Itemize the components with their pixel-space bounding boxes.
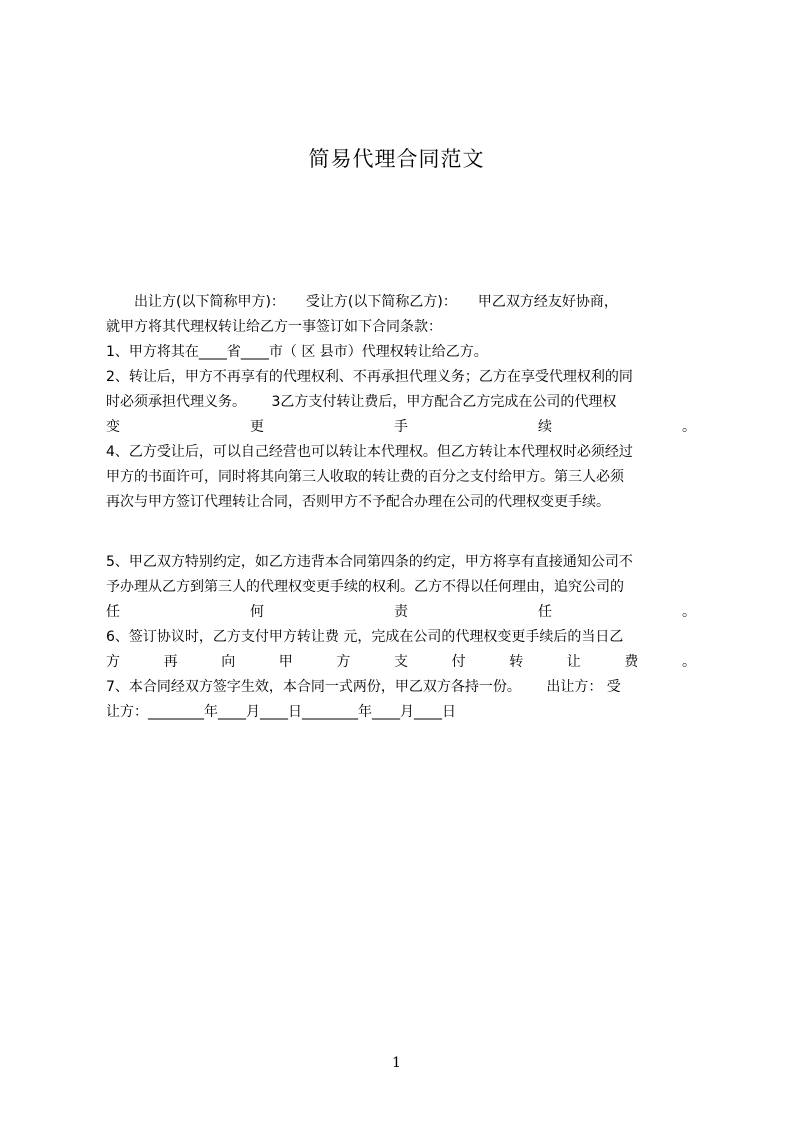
page-number: 1 xyxy=(392,1055,401,1071)
clause-7-line-1: 7、本合同经双方签字生效，本合同一式两份，甲乙双方各持一份。 出让方： 受 xyxy=(106,679,621,695)
clause-4-line-1: 4、乙方受让后，可以自己经营也可以转让本代理权。但乙方转让本代理权时必须经过 xyxy=(106,444,633,460)
clause-3-line-end: 变 更 手 续 。 xyxy=(106,419,696,435)
body-line-1: 出让方(以下简称甲方)： 受让方(以下简称乙方)： 甲乙双方经友好协商， xyxy=(106,294,618,310)
document-title: 简易代理合同范文 xyxy=(308,147,485,171)
clause-6-line-1: 6、签订协议时，乙方支付甲方转让费 元，完成在公司的代理权变更手续后的当日乙 xyxy=(106,629,624,645)
clause-4-line-2: 甲方的书面许可，同时将其向第三人收取的转让费的百分之支付给甲方。第三人必须 xyxy=(106,469,624,485)
body-line-2: 就甲方将其代理权转让给乙方一事签订如下合同条款： xyxy=(106,319,442,335)
clause-5-line-2: 予办理从乙方到第三人的代理权变更手续的权利。乙方不得以任何理由，追究公司的 xyxy=(106,579,624,595)
clause-1-line: 1、甲方将其在____省____市（ 区 县市）代理权转让给乙方。 xyxy=(106,344,488,360)
contract-body xyxy=(106,290,696,725)
clause-2-line-2: 时必须承担代理义务。 3乙方支付转让费后，甲方配合乙方完成在公司的代理权 xyxy=(106,394,617,410)
clause-4-line-3: 再次与甲方签订代理转让合同，否则甲方不予配合办理在公司的代理权变更手续。 xyxy=(106,494,610,510)
blank-line xyxy=(106,525,696,550)
signature-date-line: 让方：________年____月____日________年____月____日 xyxy=(106,704,456,720)
clause-5-line-1: 5、甲乙双方特别约定，如乙方违背本合同第四条的约定，甲方将享有直接通知公司不 xyxy=(106,554,633,570)
clause-2-line-1: 2、转让后，甲方不再享有的代理权利、不再承担代理义务；乙方在享受代理权利的同 xyxy=(106,369,633,385)
clause-5-line-3: 任 何 责 任 。 xyxy=(106,604,696,620)
clause-6-line-2: 方 再 向 甲 方 支 付 转 让 费 。 xyxy=(106,654,696,670)
